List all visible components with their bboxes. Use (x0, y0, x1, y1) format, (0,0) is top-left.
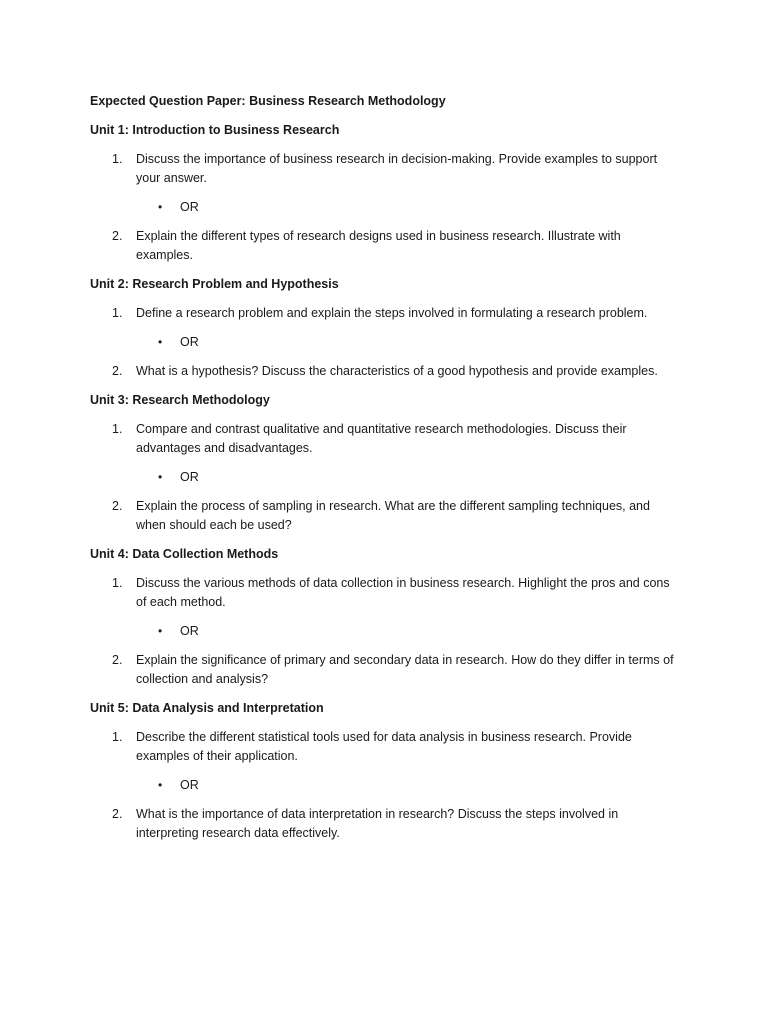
unit-section-4 (90, 545, 680, 689)
unit-title: Unit 4: Data Collection Methods (90, 547, 279, 561)
question-number: 1. (112, 730, 123, 744)
question-1 (90, 420, 680, 458)
question-number: 1. (112, 306, 123, 320)
bullet-icon: • (158, 624, 163, 638)
unit-title: Unit 5: Data Analysis and Interpretation (90, 701, 324, 715)
question-text: Discuss the various methods of data collection in business research. Highlight the pros and cons of each method. (136, 576, 670, 609)
bullet-icon: • (158, 778, 163, 792)
unit-title: Unit 1: Introduction to Business Research (90, 123, 340, 137)
question-number: 2. (112, 653, 123, 667)
question-text: Compare and contrast qualitative and quantitative research methodologies. Discuss their advantages and disadvantages. (136, 422, 627, 455)
or-separator (90, 198, 680, 217)
question-text: Explain the different types of research designs used in business research. Illustrate with examples. (136, 229, 621, 262)
question-2 (90, 651, 680, 689)
unit-section-1 (90, 121, 680, 265)
question-number: 1. (112, 422, 123, 436)
document-content (90, 92, 680, 853)
question-text: Explain the significance of primary and secondary data in research. How do they differ in terms of collection and analysis? (136, 653, 674, 686)
unit-section-5 (90, 699, 680, 843)
unit-title: Unit 3: Research Methodology (90, 393, 270, 407)
question-number: 2. (112, 364, 123, 378)
question-text: Discuss the importance of business research in decision-making. Provide examples to support your answer. (136, 152, 658, 185)
question-number: 2. (112, 229, 123, 243)
question-number: 1. (112, 576, 123, 590)
question-text: Explain the process of sampling in research. What are the different sampling techniques, and when should each be used? (136, 499, 650, 532)
or-label: OR (180, 624, 199, 638)
bullet-icon: • (158, 335, 163, 349)
or-label: OR (180, 200, 199, 214)
question-text: Define a research problem and explain the steps involved in formulating a research problem. (136, 306, 648, 320)
unit-section-3 (90, 391, 680, 535)
or-label: OR (180, 335, 199, 349)
unit-section-2 (90, 275, 680, 381)
question-1 (90, 150, 680, 188)
document-title: Expected Question Paper: Business Research Methodology (90, 94, 446, 108)
or-label: OR (180, 470, 199, 484)
or-separator (90, 622, 680, 641)
bullet-icon: • (158, 470, 163, 484)
question-number: 2. (112, 807, 123, 821)
or-separator (90, 776, 680, 795)
bullet-icon: • (158, 200, 163, 214)
question-2 (90, 497, 680, 535)
question-number: 1. (112, 152, 123, 166)
or-label: OR (180, 778, 199, 792)
or-separator (90, 333, 680, 352)
question-1 (90, 304, 680, 323)
question-2 (90, 805, 680, 843)
question-1 (90, 728, 680, 766)
question-text: Describe the different statistical tools used for data analysis in business research. Provide examples of their application. (136, 730, 632, 763)
question-2 (90, 362, 680, 381)
question-1 (90, 574, 680, 612)
unit-title: Unit 2: Research Problem and Hypothesis (90, 277, 339, 291)
question-number: 2. (112, 499, 123, 513)
or-separator (90, 468, 680, 487)
question-text: What is a hypothesis? Discuss the characteristics of a good hypothesis and provide examples. (136, 364, 658, 378)
question-2 (90, 227, 680, 265)
question-text: What is the importance of data interpretation in research? Discuss the steps involved in interpreting research data effectively. (136, 807, 619, 840)
